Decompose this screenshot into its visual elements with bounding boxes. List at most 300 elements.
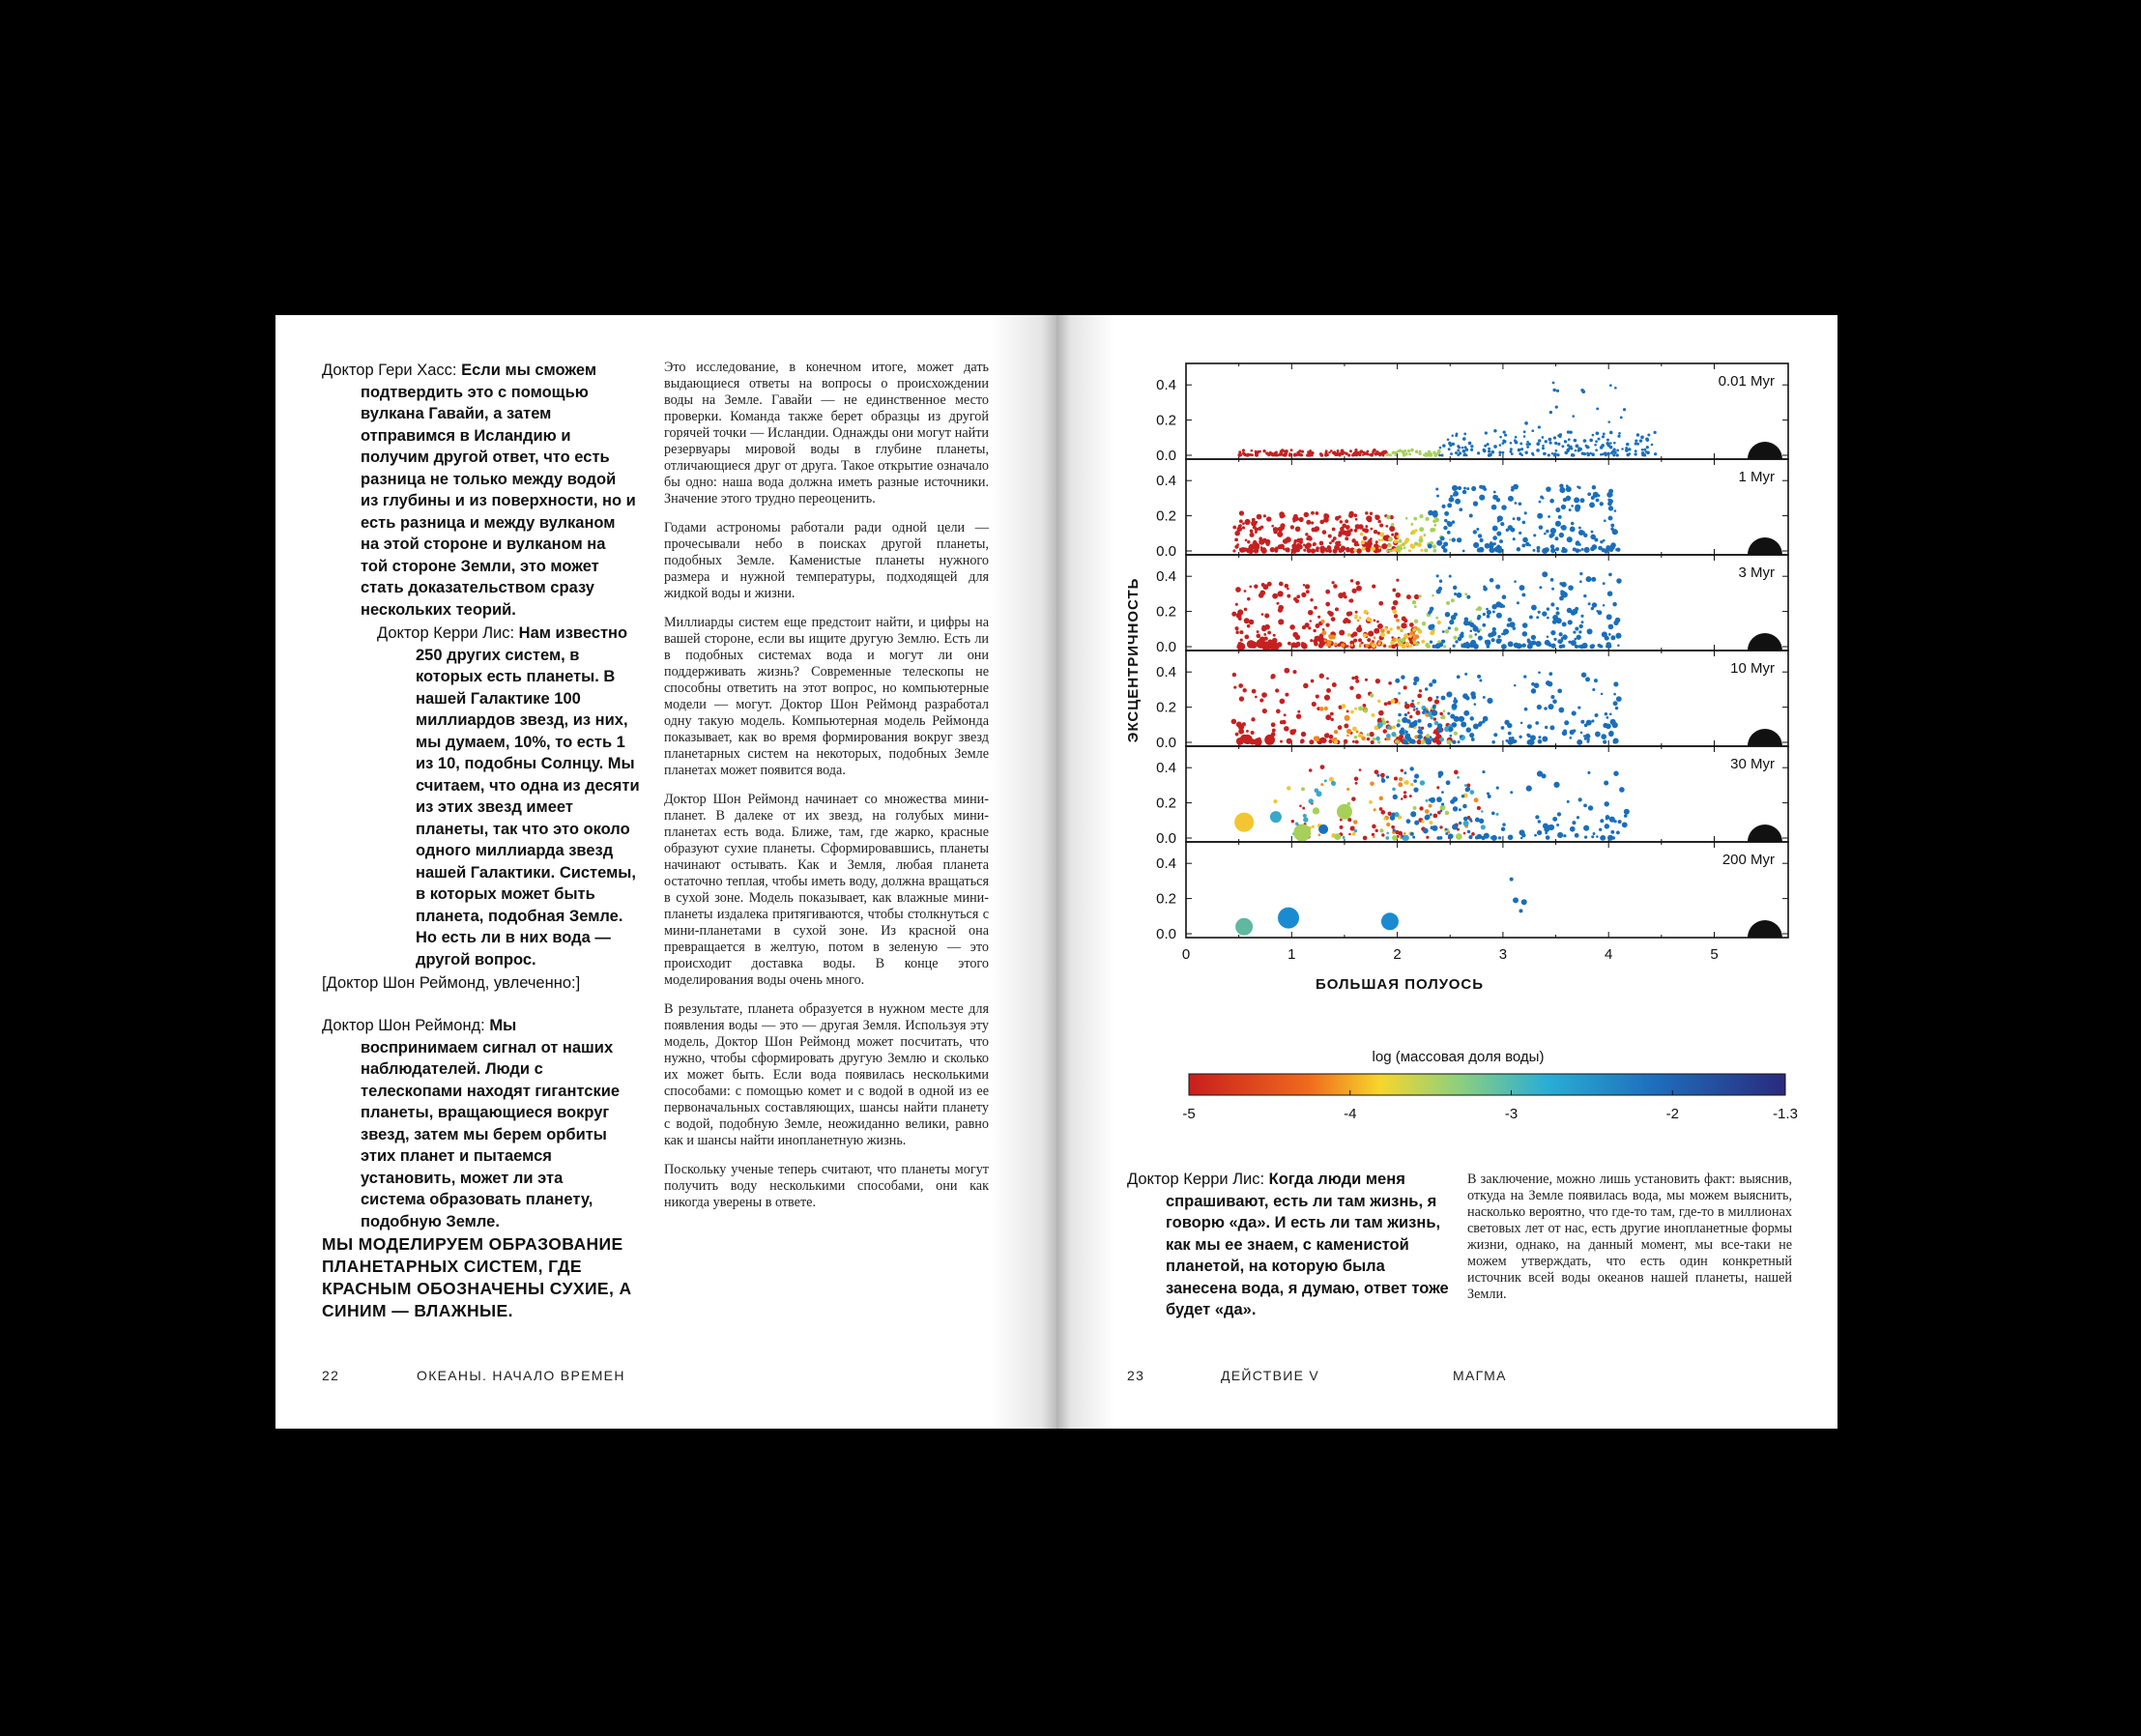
- data-point: [1568, 641, 1571, 644]
- data-point: [1619, 787, 1625, 793]
- data-point: [1499, 444, 1502, 447]
- data-point: [1646, 446, 1649, 448]
- data-point: [1396, 579, 1399, 582]
- data-point: [1432, 549, 1436, 553]
- data-point: [1326, 688, 1331, 693]
- data-point: [1330, 718, 1333, 721]
- data-point: [1234, 531, 1240, 536]
- data-point: [1432, 528, 1435, 532]
- data-point: [1392, 645, 1396, 649]
- data-point: [1524, 421, 1528, 425]
- data-point: [1558, 708, 1564, 713]
- data-point: [1239, 696, 1244, 701]
- data-point: [1554, 536, 1558, 540]
- data-point: [1570, 527, 1576, 533]
- data-point: [1365, 525, 1368, 528]
- jupiter-marker: [1748, 537, 1782, 555]
- data-point: [1460, 735, 1462, 738]
- data-point: [1365, 644, 1369, 648]
- data-point: [1462, 454, 1465, 457]
- data-point: [1273, 530, 1278, 535]
- data-point: [1515, 502, 1518, 505]
- data-point: [1426, 799, 1429, 802]
- data-point: [1521, 593, 1525, 596]
- data-point: [1493, 542, 1496, 545]
- data-point: [1399, 448, 1402, 451]
- data-point: [1301, 593, 1306, 597]
- data-point: [1552, 699, 1557, 704]
- data-point: [1585, 734, 1590, 738]
- data-point: [1306, 520, 1311, 525]
- colorbar-tick-label: -5: [1182, 1106, 1196, 1122]
- data-point: [1571, 453, 1575, 457]
- paragraph: В результате, планета образуется в нужном месте для появления воды — это — другая Земля. Используя эту модель, Доктор Шон Реймонд может посчитать, что нужно, чтобы сформировать другую Землю и сколько их может быть. Если вода появилась несколькими способами: с помощью комет и с водой в одной из ее первоначальных составляющих, шансы найти планету с водой, подобную Земле, неожиданно велики, равно как и шансы найти инопланетную жизнь.: [664, 1001, 989, 1148]
- data-point: [1513, 484, 1519, 490]
- data-point: [1309, 798, 1314, 803]
- data-point: [1511, 486, 1514, 489]
- data-point: [1446, 780, 1451, 785]
- data-point: [1604, 451, 1606, 454]
- data-point: [1278, 605, 1284, 611]
- data-point: [1571, 610, 1577, 616]
- data-point: [1616, 578, 1622, 584]
- data-point: [1463, 710, 1469, 716]
- data-point: [1272, 593, 1278, 599]
- data-point: [1654, 431, 1657, 434]
- data-point: [1409, 795, 1412, 797]
- data-point: [1531, 635, 1536, 640]
- data-point: [1258, 527, 1261, 531]
- data-point: [1429, 798, 1432, 801]
- data-point: [1616, 547, 1620, 551]
- data-point: [1280, 544, 1285, 549]
- data-point: [1589, 439, 1593, 443]
- data-point: [1581, 531, 1585, 535]
- data-point: [1522, 537, 1528, 543]
- data-point: [1458, 637, 1462, 642]
- data-point: [1492, 535, 1497, 540]
- data-point: [1606, 614, 1612, 620]
- data-point: [1398, 702, 1401, 705]
- data-point: [1276, 602, 1279, 605]
- data-point: [1414, 605, 1417, 608]
- data-point: [1574, 497, 1579, 503]
- data-point: [1597, 438, 1600, 441]
- data-point: [1363, 704, 1367, 708]
- data-point: [1548, 438, 1552, 442]
- planet-point: [1521, 899, 1527, 905]
- data-point: [1435, 645, 1439, 649]
- planet-point: [1318, 825, 1328, 834]
- data-point: [1591, 835, 1594, 838]
- data-point: [1499, 436, 1502, 439]
- data-point: [1404, 735, 1409, 739]
- data-point: [1368, 631, 1374, 637]
- data-point: [1384, 626, 1388, 630]
- data-point: [1596, 499, 1600, 503]
- data-point: [1469, 818, 1472, 821]
- data-point: [1523, 430, 1526, 433]
- y-tick-label: 0.0: [1156, 830, 1176, 847]
- data-point: [1349, 686, 1353, 690]
- data-point: [1386, 453, 1389, 456]
- data-point: [1517, 547, 1520, 551]
- data-point: [1301, 454, 1304, 457]
- data-point: [1401, 797, 1403, 800]
- data-point: [1382, 729, 1387, 734]
- data-point: [1256, 634, 1260, 639]
- data-point: [1319, 520, 1324, 525]
- data-point: [1468, 835, 1472, 839]
- data-point: [1562, 622, 1567, 626]
- jupiter-marker: [1748, 633, 1782, 651]
- data-point: [1453, 806, 1458, 811]
- data-point: [1426, 734, 1430, 738]
- data-point: [1357, 620, 1360, 622]
- data-point: [1428, 697, 1432, 702]
- planet-point: [1293, 825, 1311, 842]
- data-point: [1580, 720, 1584, 724]
- data-point: [1374, 620, 1376, 622]
- data-point: [1452, 824, 1458, 829]
- data-point: [1585, 446, 1589, 449]
- data-point: [1356, 731, 1359, 734]
- data-point: [1477, 675, 1481, 679]
- paragraph: Миллиарды систем еще предстоит найти, и цифры на вашей стороне, если вы ищите другую Землю. Есть ли в подобных системах вода и могут ли они поддерживать жизнь? Современные телескопы не способны ответить на этот вопрос, но компьютерные модели — могут. Доктор Шон Реймонд разработал одну такую модель. Компьютерная модель Реймонда показывает, как во время формирования вокруг звезд планетарных систем на некоторых, подобных Земле планетах может появится вода.: [664, 615, 989, 778]
- data-point: [1602, 548, 1606, 552]
- data-point: [1386, 823, 1390, 826]
- planet-point: [1513, 897, 1519, 903]
- data-point: [1424, 548, 1428, 552]
- data-point: [1292, 670, 1296, 674]
- data-point: [1445, 612, 1450, 617]
- data-point: [1377, 643, 1380, 646]
- panel-frame: [1186, 555, 1788, 651]
- data-point: [1449, 575, 1452, 578]
- data-point: [1596, 407, 1599, 410]
- data-point: [1262, 584, 1268, 590]
- data-point: [1350, 644, 1353, 647]
- data-point: [1477, 451, 1480, 454]
- data-point: [1552, 382, 1555, 385]
- data-point: [1340, 520, 1344, 524]
- data-point: [1483, 696, 1486, 699]
- colorbar-tick-label: -1.3: [1773, 1106, 1798, 1122]
- data-point: [1339, 630, 1345, 636]
- data-point: [1596, 835, 1599, 838]
- data-point: [1334, 544, 1340, 550]
- data-point: [1435, 617, 1438, 620]
- data-point: [1358, 706, 1363, 710]
- data-point: [1447, 521, 1451, 525]
- data-point: [1406, 594, 1411, 599]
- data-point: [1604, 519, 1606, 522]
- data-point: [1534, 834, 1537, 837]
- data-point: [1386, 549, 1389, 552]
- data-point: [1387, 726, 1391, 730]
- data-point: [1623, 408, 1626, 411]
- data-point: [1314, 606, 1317, 610]
- data-point: [1355, 581, 1360, 586]
- data-point: [1586, 453, 1590, 457]
- data-point: [1291, 543, 1296, 548]
- data-point: [1239, 630, 1243, 634]
- data-point: [1538, 736, 1541, 738]
- data-point: [1395, 639, 1398, 642]
- data-point: [1253, 540, 1257, 544]
- data-point: [1549, 442, 1552, 445]
- data-point: [1392, 609, 1397, 614]
- paragraph: Доктор Шон Реймонд начинает со множества мини-планет. В далеке от их звезд, на голубых мини-планетах есть вода. Ближе, там, где жарко, красные образуют сухие планеты. Сформировавшись, планеты начинают остывать. Как и Земля, любая планета остаточно теплая, чтобы иметь воду, должна вращаться в сухой зоне. Модель показывает, как влажные мини-планеты издалека притягиваются, чтобы столкнуться с мини-планетами в сухой зоне. Из красной она превращается в желтую, потом в зеленую — это происходит доставка воды. В конце этого моделирования воды очень много.: [664, 792, 989, 988]
- data-point: [1267, 452, 1270, 455]
- data-point: [1369, 732, 1374, 737]
- data-point: [1441, 791, 1444, 794]
- data-point: [1625, 447, 1628, 449]
- data-point: [1412, 600, 1416, 604]
- data-point: [1437, 449, 1441, 453]
- data-point: [1452, 520, 1455, 523]
- data-point: [1305, 584, 1310, 589]
- data-point: [1374, 769, 1379, 774]
- data-point: [1271, 722, 1276, 727]
- data-point: [1261, 626, 1267, 632]
- data-point: [1311, 511, 1315, 515]
- colorbar-label: log (массовая доля воды): [1372, 1049, 1545, 1065]
- data-point: [1571, 505, 1574, 507]
- data-point: [1284, 713, 1287, 716]
- data-point: [1571, 522, 1575, 526]
- data-point: [1612, 602, 1617, 607]
- data-point: [1432, 519, 1436, 523]
- data-point: [1372, 825, 1376, 829]
- data-point: [1447, 531, 1451, 535]
- data-point: [1319, 707, 1324, 711]
- panel-time-label: 10 Myr: [1730, 660, 1775, 677]
- data-point: [1542, 445, 1545, 448]
- data-point: [1251, 717, 1255, 721]
- data-point: [1329, 735, 1334, 739]
- data-point: [1331, 781, 1336, 786]
- data-point: [1444, 511, 1449, 516]
- data-point: [1575, 833, 1579, 838]
- data-point: [1584, 723, 1588, 727]
- data-point: [1486, 608, 1489, 611]
- data-point: [1295, 823, 1299, 826]
- page-number: 22: [322, 1368, 340, 1383]
- data-point: [1478, 534, 1482, 537]
- speech-lis-2: [1127, 1169, 1451, 1321]
- data-point: [1577, 447, 1581, 450]
- data-point: [1464, 784, 1467, 787]
- data-point: [1495, 584, 1500, 589]
- data-point: [1398, 719, 1401, 722]
- data-point: [1421, 640, 1425, 644]
- data-point: [1282, 720, 1287, 725]
- data-point: [1441, 696, 1446, 701]
- data-point: [1474, 703, 1477, 706]
- data-point: [1379, 807, 1383, 811]
- data-point: [1330, 712, 1334, 716]
- data-point: [1386, 734, 1391, 738]
- planet-point: [1235, 918, 1253, 936]
- data-point: [1299, 805, 1302, 808]
- data-point: [1316, 738, 1319, 741]
- data-point: [1612, 836, 1615, 839]
- data-point: [1425, 643, 1430, 648]
- data-point: [1587, 771, 1590, 774]
- data-point: [1496, 531, 1501, 535]
- data-point: [1561, 505, 1566, 509]
- left-gutter-shadow: [991, 315, 1058, 1429]
- data-point: [1238, 683, 1243, 688]
- data-point: [1604, 801, 1608, 806]
- data-point: [1350, 549, 1354, 553]
- data-point: [1440, 453, 1443, 456]
- data-point: [1583, 825, 1589, 831]
- data-point: [1576, 540, 1579, 544]
- data-point: [1398, 539, 1402, 543]
- data-point: [1608, 489, 1613, 494]
- speech-hass: [322, 360, 636, 621]
- data-point: [1281, 452, 1284, 455]
- data-point: [1425, 517, 1429, 521]
- data-point: [1260, 546, 1263, 549]
- data-point: [1392, 812, 1396, 816]
- data-point: [1610, 528, 1613, 531]
- speech-text: Если мы сможем подтвердить это с помощью вулкана Гавайи, а затем отправимся в Исландию и получим другой ответ, что есть разница не только между водой из глубины и из поверхности, но и есть разница и между вулканом на этой стороне и вулканом на той стороне Земли, это может стать доказательством сразу нескольких теорий.: [361, 362, 636, 619]
- data-point: [1580, 732, 1583, 735]
- data-point: [1413, 681, 1417, 685]
- data-point: [1439, 712, 1443, 716]
- data-point: [1567, 430, 1570, 433]
- data-point: [1272, 729, 1276, 733]
- data-point: [1377, 722, 1383, 728]
- data-point: [1462, 550, 1465, 553]
- data-point: [1537, 513, 1543, 519]
- data-point: [1555, 611, 1559, 615]
- data-point: [1409, 767, 1413, 770]
- data-point: [1437, 590, 1440, 593]
- data-point: [1388, 812, 1392, 816]
- data-point: [1379, 533, 1384, 537]
- data-point: [1584, 835, 1587, 838]
- data-point: [1433, 524, 1436, 527]
- data-point: [1550, 643, 1555, 648]
- data-point: [1524, 511, 1527, 514]
- data-point: [1432, 680, 1436, 684]
- data-point: [1606, 724, 1611, 730]
- data-point: [1592, 688, 1595, 691]
- data-point: [1460, 717, 1462, 720]
- data-point: [1579, 580, 1582, 583]
- data-point: [1490, 541, 1492, 544]
- data-point: [1567, 800, 1570, 803]
- data-point: [1406, 819, 1411, 824]
- data-point: [1610, 720, 1613, 723]
- data-point: [1310, 620, 1313, 622]
- data-point: [1375, 737, 1380, 741]
- data-point: [1398, 713, 1402, 717]
- data-point: [1591, 644, 1595, 648]
- data-point: [1617, 435, 1620, 438]
- data-point: [1550, 602, 1554, 606]
- data-point: [1551, 452, 1554, 455]
- data-point: [1585, 677, 1590, 681]
- data-point: [1596, 610, 1599, 613]
- data-point: [1522, 622, 1528, 628]
- data-point: [1498, 546, 1501, 549]
- data-point: [1549, 499, 1554, 504]
- data-point: [1542, 436, 1545, 439]
- data-point: [1355, 740, 1359, 744]
- data-point: [1608, 732, 1613, 737]
- data-point: [1491, 638, 1495, 642]
- data-point: [1321, 620, 1325, 623]
- data-point: [1615, 633, 1621, 639]
- data-point: [1600, 502, 1604, 506]
- data-point: [1477, 606, 1482, 611]
- data-point: [1437, 728, 1442, 733]
- data-point: [1608, 516, 1613, 521]
- data-point: [1595, 440, 1598, 443]
- data-point: [1583, 439, 1587, 443]
- data-point: [1410, 783, 1413, 786]
- data-point: [1379, 524, 1383, 528]
- planet-point: [1270, 811, 1282, 823]
- data-point: [1290, 448, 1293, 451]
- data-point: [1409, 738, 1414, 743]
- data-point: [1651, 444, 1654, 447]
- data-point: [1244, 635, 1249, 640]
- data-point: [1244, 608, 1247, 611]
- data-point: [1239, 548, 1242, 551]
- data-point: [1561, 525, 1567, 531]
- figure-caption: МЫ МОДЕЛИРУЕМ ОБРАЗОВАНИЕ ПЛАНЕТАРНЫХ СИСТЕМ, ГДЕ КРАСНЫМ ОБОЗНАЧЕНЫ СУХИЕ, А СИНИМ — ВЛАЖНЫЕ.: [322, 1234, 632, 1320]
- data-point: [1388, 645, 1391, 648]
- data-point: [1542, 548, 1548, 554]
- planet-point: [1234, 813, 1254, 832]
- data-point: [1347, 818, 1351, 822]
- y-tick-label: 0.2: [1156, 699, 1176, 716]
- data-point: [1473, 530, 1477, 534]
- data-point: [1508, 496, 1514, 502]
- data-point: [1478, 635, 1483, 640]
- data-point: [1379, 796, 1383, 800]
- data-point: [1259, 591, 1265, 596]
- data-point: [1259, 450, 1261, 453]
- data-point: [1447, 438, 1450, 441]
- data-point: [1354, 736, 1357, 738]
- data-point: [1451, 598, 1455, 602]
- data-point: [1325, 602, 1330, 607]
- data-point: [1322, 628, 1325, 631]
- data-point: [1261, 613, 1264, 616]
- data-point: [1545, 440, 1548, 443]
- data-point: [1450, 452, 1453, 455]
- data-point: [1445, 832, 1448, 835]
- data-point: [1351, 589, 1356, 593]
- data-point: [1374, 530, 1377, 534]
- data-point: [1523, 675, 1526, 678]
- data-point: [1436, 836, 1440, 840]
- data-point: [1608, 633, 1611, 636]
- data-point: [1562, 592, 1568, 597]
- data-point: [1496, 787, 1499, 790]
- data-point: [1544, 452, 1547, 455]
- data-point: [1553, 638, 1556, 641]
- data-point: [1441, 802, 1444, 805]
- data-point: [1294, 634, 1300, 640]
